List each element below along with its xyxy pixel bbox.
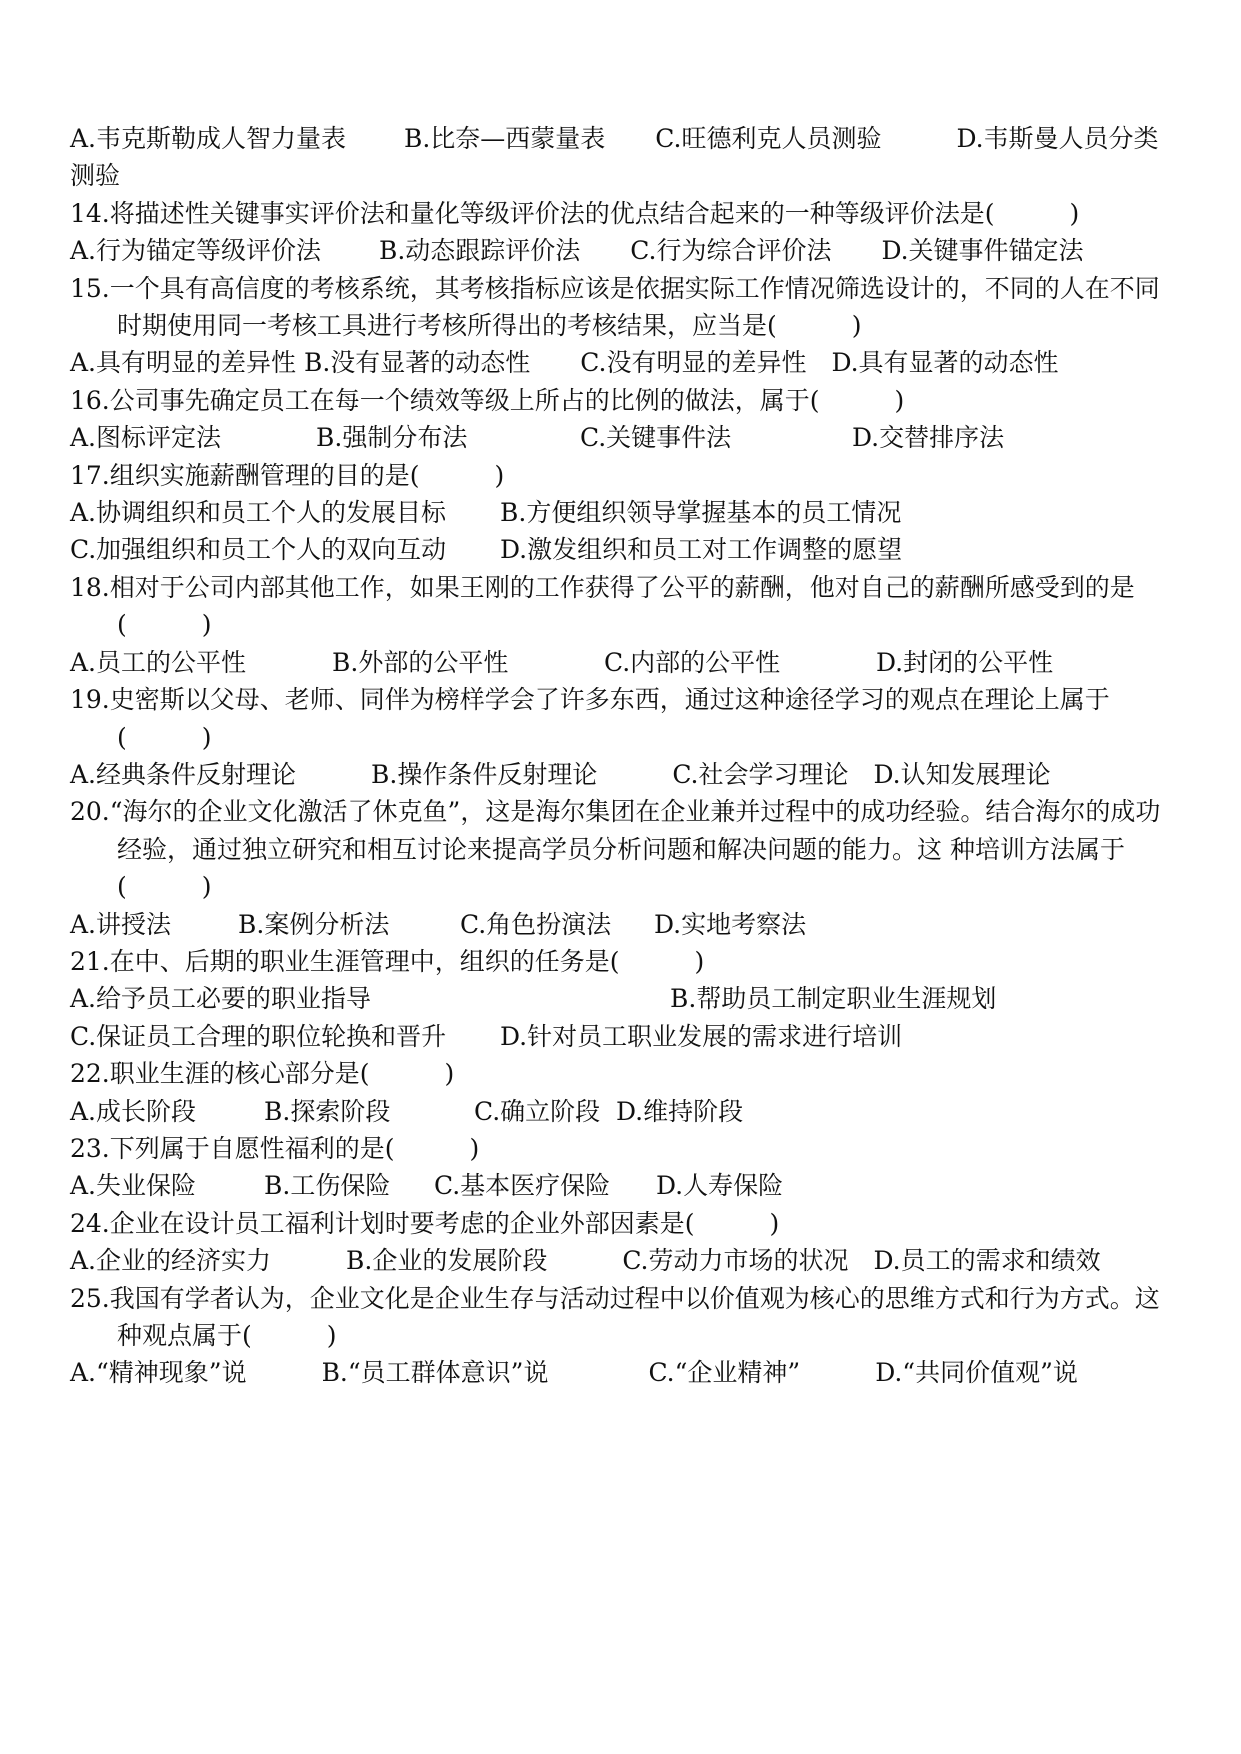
question-text: 21.在中、后期的职业生涯管理中，组织的任务是( ) [70,946,705,976]
question-text: 24.企业在设计员工福利计划时要考虑的企业外部因素是( ) [70,1208,780,1238]
answer-options [70,644,1170,681]
answer-option: D.维持阶段 [616,1096,744,1126]
answer-option: C.保证员工合理的职位轮换和晋升 [70,1021,447,1051]
answer-options: A.具有明显的差异性 B.没有显著的动态性 C.没有明显的差异性 D.具有显著的动态性 [70,348,1059,378]
answer-option: D.人寿保险 [656,1171,784,1201]
exam-questions [70,120,1170,1392]
answer-options [70,531,1170,568]
answer-option: B.工伤保险 [264,1171,391,1201]
question-text: 18.相对于公司内部其他工作，如果王刚的工作获得了公平的薪酬，他对自己的薪酬所感受到的是( ) [70,572,1135,640]
question-text: 15.一个具有高信度的考核系统，其考核指标应该是依据实际工作情况筛选设计的，不同的人在不同时期使用同一考核工具进行考核所得出的考核结果，应当是( ) [70,273,1160,341]
answer-option: B.外部的公平性 [332,647,509,677]
answer-option: B.强制分布法 [316,423,468,453]
answer-options: A.“精神现象”说 B.“员工群体意识”说 C.“企业精神” D.“共同价值观”说 [70,1358,1078,1388]
question-text: 25.我国有学者认为，企业文化是企业生存与活动过程中以价值观为核心的思维方式和行为方式。这种观点属于( ) [70,1283,1160,1350]
answer-option: B.方便组织领导掌握基本的员工情况 [500,498,902,528]
question-text: 19.史密斯以父母、老师、同伴为榜样学会了许多东西，通过这种途径学习的观点在理论上属于( ) [70,685,1110,752]
answer-options: A.行为锚定等级评价法 B.动态跟踪评价法 C.行为综合评价法 D.关键事件锚定法 [70,236,1084,266]
answer-option: A.成长阶段 [70,1096,197,1126]
answer-option: A.协调组织和员工个人的发展目标 [70,498,447,528]
question-text: 16.公司事先确定员工在每一个绩效等级上所占的比例的做法，属于( ) [70,385,905,415]
answer-options: A.企业的经济实力 B.企业的发展阶段 C.劳动力市场的状况 D.员工的需求和绩效 [70,1246,1101,1276]
answer-options: A.韦克斯勒成人智力量表 B.比奈—西蒙量表 C.旺德利克人员测验 D.韦斯曼人员分类测验 [70,124,1159,191]
answer-option: A.图标评定法 [70,423,222,453]
answer-options [70,1018,1170,1055]
question-text: 17.组织实施薪酬管理的目的是( ) [70,460,505,490]
answer-option: B.帮助员工制定职业生涯规划 [670,984,997,1014]
answer-option: D.封闭的公平性 [876,647,1054,677]
question-text: 23.下列属于自愿性福利的是( ) [70,1133,480,1163]
answer-option: A.员工的公平性 [70,647,247,677]
answer-options: A.经典条件反射理论 B.操作条件反射理论 C.社会学习理论 D.认知发展理论 [70,759,1051,789]
question-text: 20.“海尔的企业文化激活了休克鱼”，这是海尔集团在企业兼并过程中的成功经验。结合海尔的成功经验，通过独立研究和相互讨论来提高学员分析问题和解决问题的能力。这 种培训方法属于( ) [70,797,1161,902]
answer-option: A.讲授法 [70,909,172,939]
question-text: 22.职业生涯的核心部分是( ) [70,1059,455,1089]
answer-option: C.加强组织和员工个人的双向互动 [70,535,447,565]
answer-options [70,1167,1170,1204]
answer-options [70,1093,1170,1130]
answer-option: B.案例分析法 [238,909,390,939]
answer-options [70,980,1170,1017]
answer-options [70,419,1170,456]
answer-option: B.探索阶段 [264,1096,391,1126]
answer-option: C.角色扮演法 [460,909,612,939]
answer-option: A.给予员工必要的职业指导 [70,984,372,1014]
answer-option: D.实地考察法 [654,909,807,939]
answer-option: C.基本医疗保险 [434,1171,611,1201]
question-text: 14.将描述性关键事实评价法和量化等级评价法的优点结合起来的一种等级评价法是( ) [70,198,1080,228]
answer-option: C.关键事件法 [580,423,732,453]
answer-options [70,494,1170,531]
answer-options [70,906,1170,943]
answer-option: A.失业保险 [70,1171,197,1201]
answer-option: C.确立阶段 [474,1096,601,1126]
answer-option: D.针对员工职业发展的需求进行培训 [500,1021,903,1051]
answer-option: C.内部的公平性 [604,647,781,677]
answer-option: D.激发组织和员工对工作调整的愿望 [500,535,903,565]
answer-option: D.交替排序法 [852,423,1005,453]
